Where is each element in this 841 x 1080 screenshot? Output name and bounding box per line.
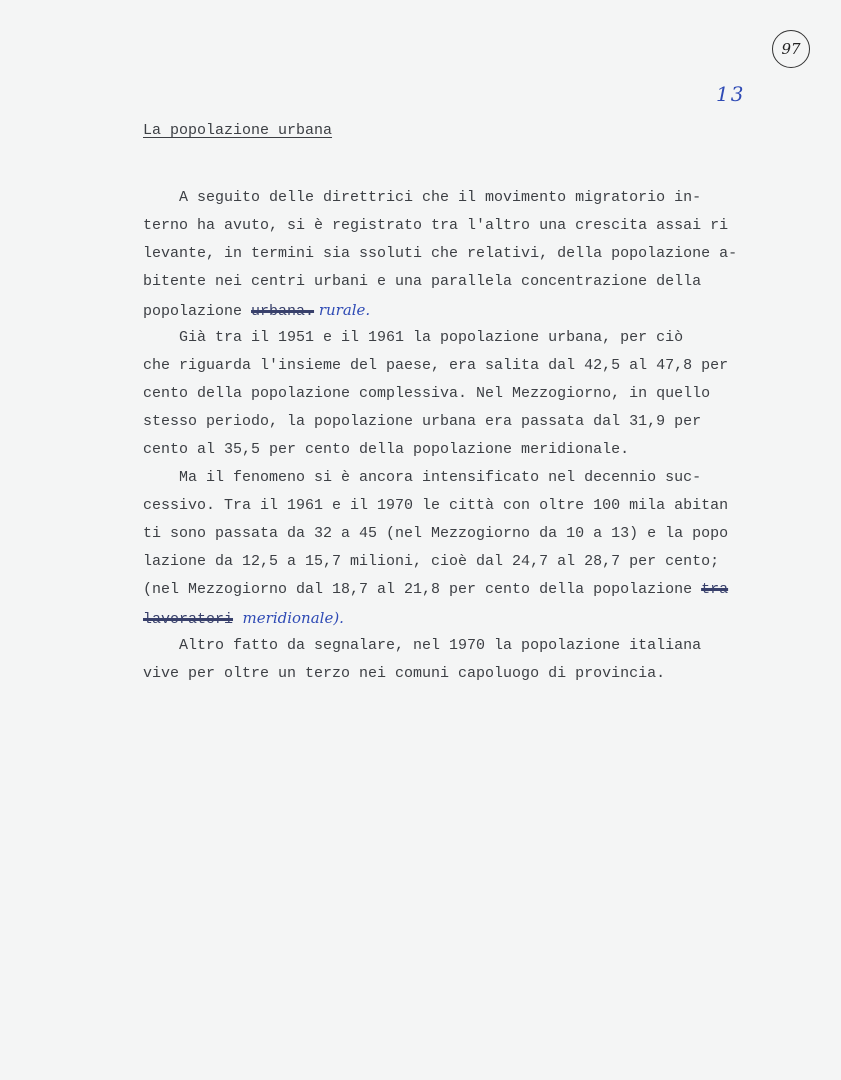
archive-stamp-number: 97 <box>781 40 801 58</box>
text-line <box>143 296 793 324</box>
struck-word: tra <box>701 581 729 598</box>
text-line: cento della popolazione complessiva. Nel Mezzogiorno, in quello <box>143 385 711 402</box>
text-line: lazione da 12,5 a 15,7 milioni, cioè dal 24,7 al 28,7 per cento; <box>143 553 720 570</box>
handwritten-correction: meridionale). <box>233 609 344 627</box>
handwritten-page-number: 13 <box>716 82 746 106</box>
text-line: levante, in termini sia ssoluti che relativi, della popolazione a- <box>143 245 738 262</box>
handwritten-correction: rurale. <box>314 301 371 319</box>
archive-stamp <box>772 30 810 68</box>
typed-text: (nel Mezzogiorno dal 18,7 al 21,8 per cento della popolazione <box>143 581 702 598</box>
text-line: Ma il fenomeno si è ancora intensificato nel decennio suc- <box>143 469 702 486</box>
text-line: cento al 35,5 per cento della popolazione meridionale. <box>143 441 630 458</box>
text-line: ti sono passata da 32 a 45 (nel Mezzogiorno da 10 a 13) e la popo <box>143 525 729 542</box>
text-line: vive per oltre un terzo nei comuni capoluogo di provincia. <box>143 665 666 682</box>
section-title: La popolazione urbana <box>143 122 333 139</box>
text-line: A seguito delle direttrici che il movimento migratorio in- <box>143 189 702 206</box>
text-line: bitente nei centri urbani e una parallela concentrazione della <box>143 273 702 290</box>
text-line <box>143 576 793 604</box>
typed-body <box>143 184 793 688</box>
struck-word: urbana. <box>251 303 315 320</box>
text-line: Altro fatto da segnalare, nel 1970 la popolazione italiana <box>143 637 702 654</box>
text-line: terno ha avuto, si è registrato tra l'altro una crescita assai ri <box>143 217 729 234</box>
struck-word: lavoratori <box>143 611 234 628</box>
text-line: cessivo. Tra il 1961 e il 1970 le città con oltre 100 mila abitan <box>143 497 729 514</box>
text-line: Già tra il 1951 e il 1961 la popolazione urbana, per ciò <box>143 329 684 346</box>
text-line <box>143 604 793 632</box>
text-line: stesso periodo, la popolazione urbana era passata dal 31,9 per <box>143 413 702 430</box>
text-line: che riguarda l'insieme del paese, era salita dal 42,5 al 47,8 per <box>143 357 729 374</box>
typed-text: popolazione <box>143 303 252 320</box>
